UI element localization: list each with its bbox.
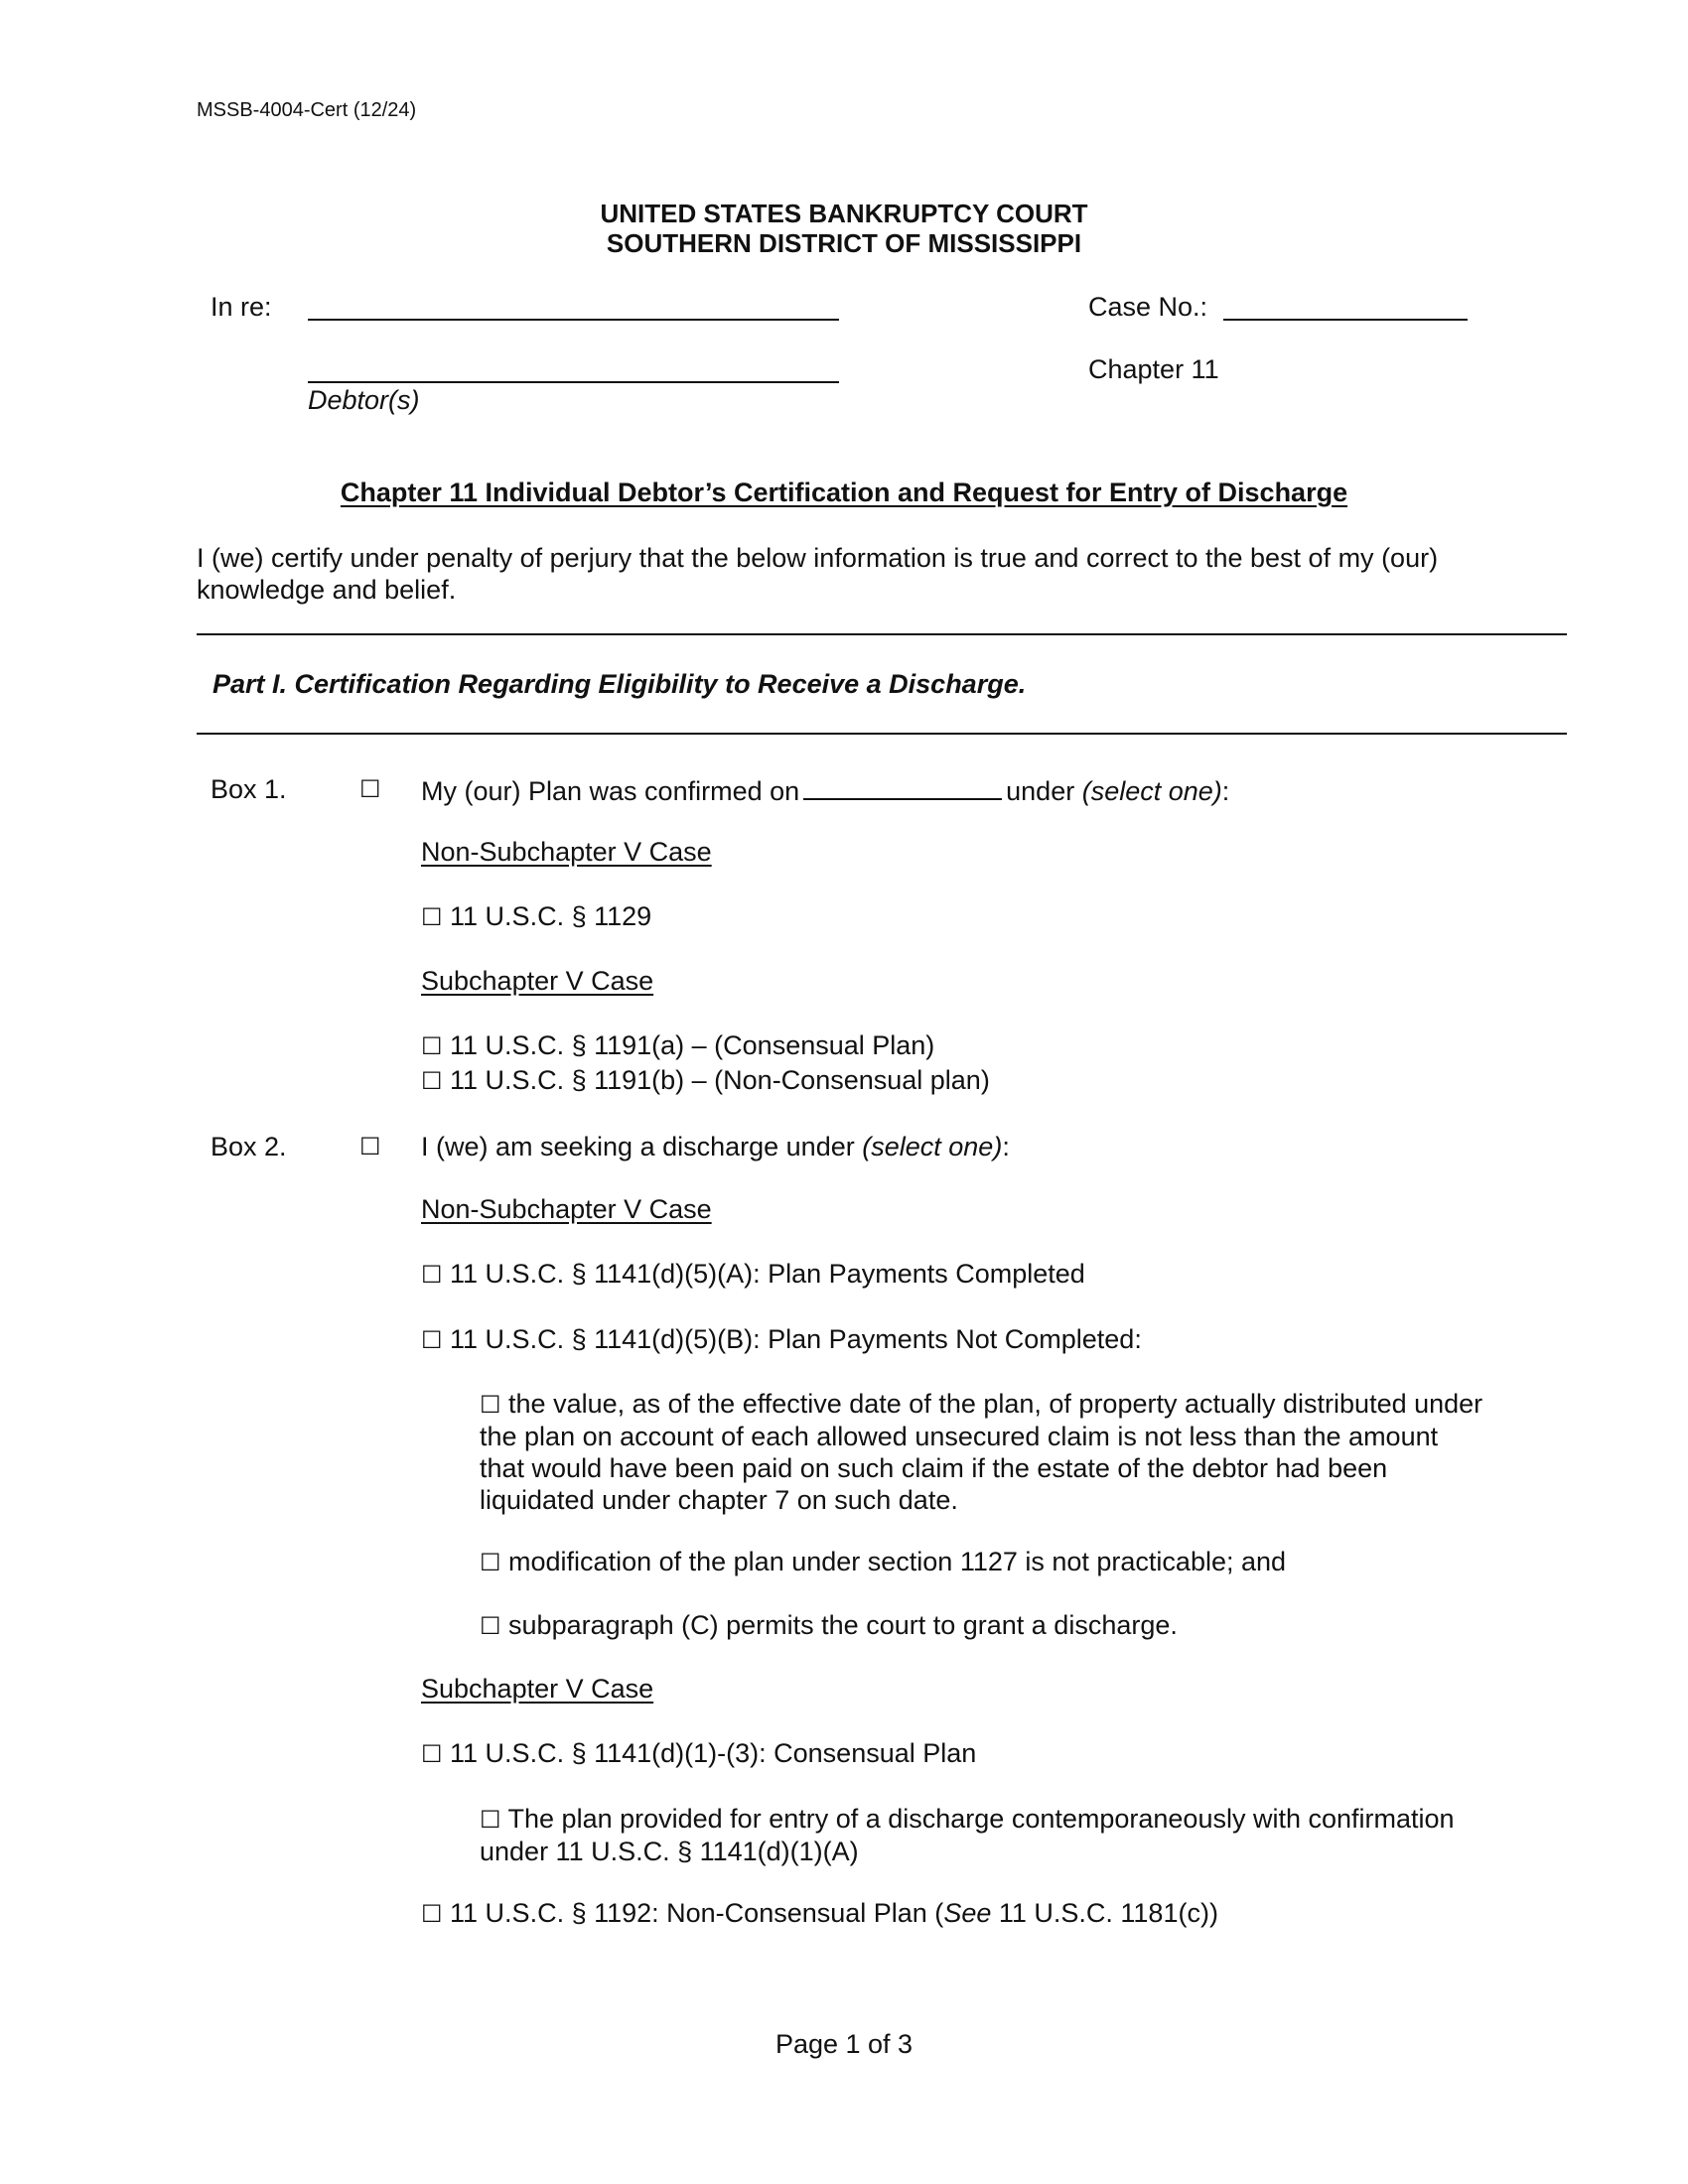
option-1141d5a-label: 11 U.S.C. § 1141(d)(5)(A): Plan Payments Completed — [450, 1259, 1085, 1289]
box1-checkbox[interactable]: ☐ — [359, 775, 381, 803]
box1-non-subchapter-heading: Non-Subchapter V Case — [421, 837, 712, 867]
in-re-debtor-name-field[interactable] — [308, 319, 839, 321]
option-nonconsensual-see: See — [943, 1898, 992, 1928]
checkbox-icon[interactable]: ☐ — [480, 1806, 501, 1834]
option-1191a-label: 11 U.S.C. § 1191(a) – (Consensual Plan) — [450, 1030, 935, 1060]
sub-option-contemporaneous-text: The plan provided for entry of a discharge contemporaneously with confirmation under 11 U.S.C. § 1141(d)(1)(A) — [480, 1804, 1455, 1866]
box2-sub-option-subparagraph-c[interactable] — [480, 1610, 1178, 1641]
page-number: Page 1 of 3 — [774, 2029, 914, 2059]
box1-option-1191b[interactable] — [421, 1065, 990, 1096]
checkbox-icon[interactable]: ☐ — [480, 1549, 501, 1576]
box1-option-1191a[interactable] — [421, 1030, 934, 1061]
debtor-label: Debtor(s) — [308, 385, 420, 415]
checkbox-icon[interactable]: ☐ — [421, 903, 443, 931]
box2-sub-option-liquidation[interactable] — [480, 1388, 1487, 1516]
box1-text-before: My (our) Plan was confirmed on — [421, 776, 800, 806]
divider-top — [197, 633, 1567, 635]
certification-statement: I (we) certify under penalty of perjury that the below information is true and correct to the best of my (our) knowledge and belief. — [197, 543, 1439, 605]
box2-statement — [421, 1132, 1010, 1162]
checkbox-icon[interactable]: ☐ — [421, 1067, 443, 1095]
box2-option-nonconsensual[interactable] — [421, 1898, 1218, 1929]
case-no-field[interactable] — [1223, 319, 1468, 321]
in-re-label: In re: — [211, 292, 272, 322]
box1-statement — [421, 774, 1229, 807]
confirmation-date-field[interactable] — [803, 774, 1002, 800]
option-nonconsensual-post: 11 U.S.C. 1181(c)) — [991, 1898, 1218, 1928]
box2-text: I (we) am seeking a discharge under — [421, 1132, 855, 1161]
option-nonconsensual-pre: 11 U.S.C. § 1192: Non-Consensual Plan ( — [450, 1898, 944, 1928]
box2-subchapter-heading: Subchapter V Case — [421, 1674, 654, 1704]
checkbox-icon[interactable]: ☐ — [421, 1740, 443, 1768]
chapter-label: Chapter 11 — [1088, 354, 1219, 384]
sub-option-modification-text: modification of the plan under section 1127 is not practicable; and — [508, 1547, 1287, 1576]
form-id: MSSB-4004-Cert (12/24) — [197, 99, 417, 121]
case-no-label: Case No.: — [1088, 292, 1208, 322]
box1-colon: : — [1221, 776, 1230, 806]
box2-option-1141d5b[interactable] — [421, 1324, 1142, 1355]
checkbox-icon[interactable]: ☐ — [421, 1326, 443, 1354]
box2-option-consensual[interactable] — [421, 1738, 976, 1769]
document-title: Chapter 11 Individual Debtor’s Certification and Request for Entry of Discharge — [340, 478, 1348, 507]
sub-option-subparagraph-c-text: subparagraph (C) permits the court to grant a discharge. — [508, 1610, 1178, 1640]
box2-non-subchapter-heading: Non-Subchapter V Case — [421, 1194, 712, 1224]
box2-sub-option-modification[interactable] — [480, 1547, 1286, 1577]
court-name: UNITED STATES BANKRUPTCY COURT — [600, 199, 1088, 228]
checkbox-icon[interactable]: ☐ — [480, 1612, 501, 1640]
option-consensual-label: 11 U.S.C. § 1141(d)(1)-(3): Consensual Plan — [450, 1738, 977, 1768]
box1-text-after: under — [1006, 776, 1075, 806]
box2-select-one: (select one) — [862, 1132, 1003, 1161]
checkbox-icon[interactable]: ☐ — [421, 1032, 443, 1060]
box2-sub-option-contemporaneous[interactable] — [480, 1803, 1502, 1867]
sub-option-liquidation-text: the value, as of the effective date of the plan, of property actually distributed under the plan on account of each allowed unsecured claim is not less than the amount that would have been paid on such claim if the estate of the debtor had been liquidated under chapter 7 on such date. — [480, 1389, 1483, 1515]
box1-select-one: (select one) — [1081, 776, 1222, 806]
checkbox-icon[interactable]: ☐ — [421, 1900, 443, 1928]
box2-colon: : — [1002, 1132, 1010, 1161]
box2-checkbox[interactable]: ☐ — [359, 1133, 381, 1160]
option-1141d5b-label: 11 U.S.C. § 1141(d)(5)(B): Plan Payments Not Completed: — [450, 1324, 1142, 1354]
option-1191b-label: 11 U.S.C. § 1191(b) – (Non-Consensual plan) — [450, 1065, 990, 1095]
in-re-debtor-name-field-2[interactable] — [308, 381, 839, 383]
box2-label: Box 2. — [211, 1132, 287, 1161]
option-1129-label: 11 U.S.C. § 1129 — [450, 901, 652, 931]
part1-heading: Part I. Certification Regarding Eligibility to Receive a Discharge. — [212, 669, 1027, 699]
box1-option-1129[interactable] — [421, 901, 651, 932]
checkbox-icon[interactable]: ☐ — [480, 1391, 501, 1419]
box2-option-1141d5a[interactable] — [421, 1259, 1085, 1290]
court-district: SOUTHERN DISTRICT OF MISSISSIPPI — [606, 228, 1082, 258]
divider-bottom — [197, 733, 1567, 735]
box1-label: Box 1. — [211, 774, 287, 804]
checkbox-icon[interactable]: ☐ — [421, 1261, 443, 1289]
box1-subchapter-heading: Subchapter V Case — [421, 966, 654, 996]
